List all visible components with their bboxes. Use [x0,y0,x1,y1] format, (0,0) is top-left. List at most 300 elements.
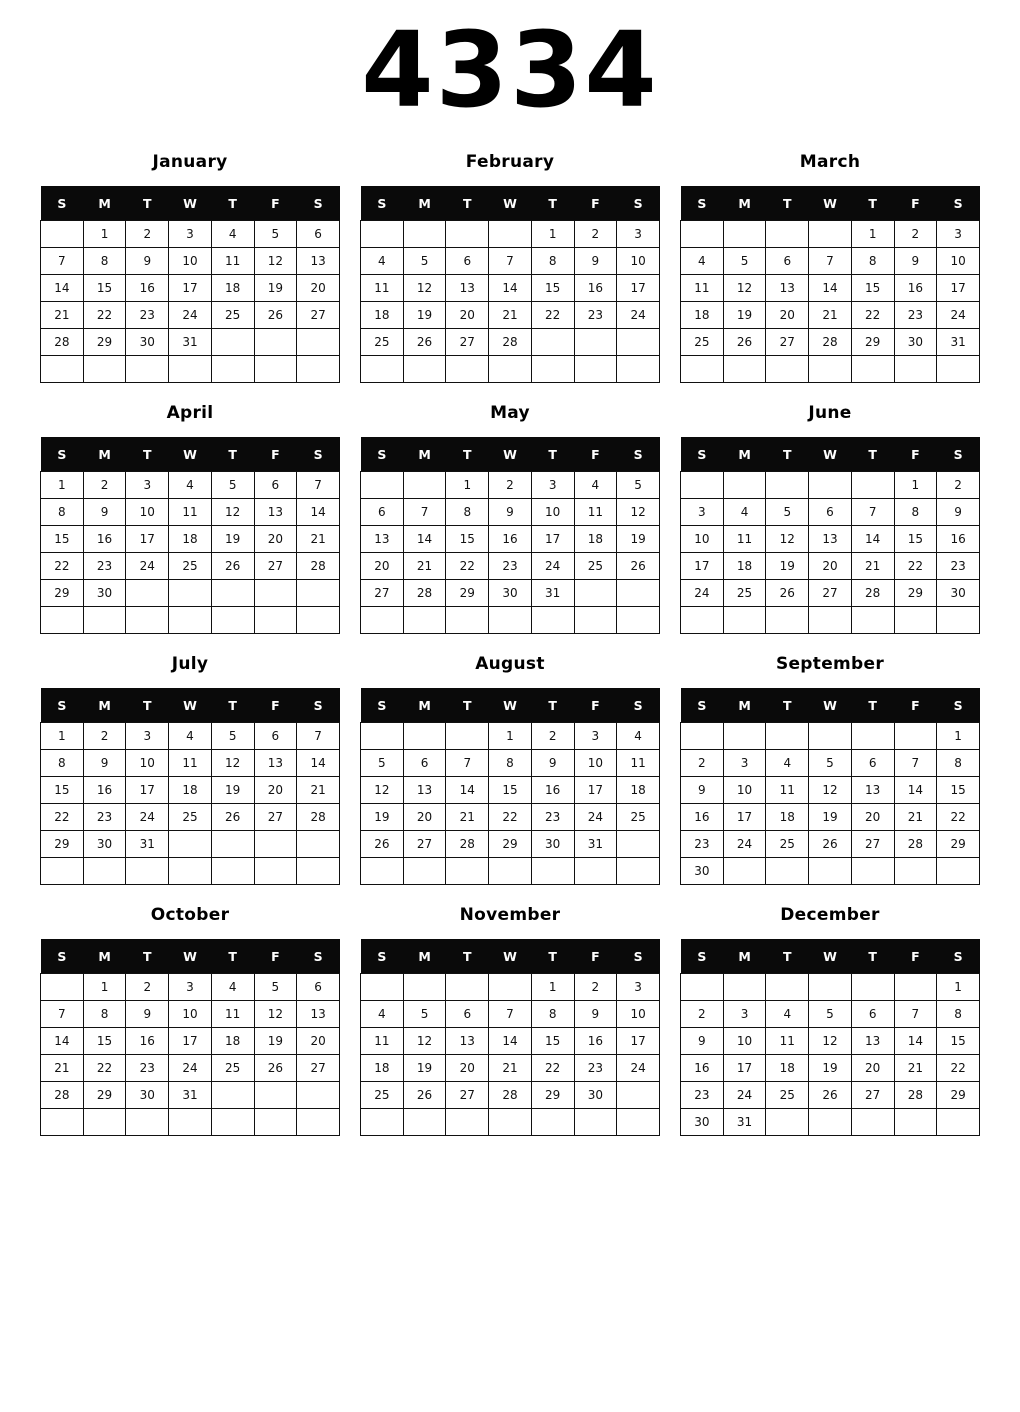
day-cell[interactable]: 9 [83,499,126,526]
day-cell[interactable]: 12 [617,499,660,526]
day-cell[interactable]: 17 [723,1055,766,1082]
day-cell[interactable]: 19 [211,526,254,553]
day-cell[interactable]: 28 [851,580,894,607]
day-cell[interactable]: 15 [937,1028,980,1055]
day-cell[interactable]: 15 [937,777,980,804]
day-cell[interactable]: 15 [83,275,126,302]
day-cell[interactable]: 17 [126,777,169,804]
day-cell[interactable]: 14 [297,750,340,777]
day-cell[interactable]: 1 [83,221,126,248]
day-cell[interactable]: 5 [254,221,297,248]
day-cell[interactable]: 14 [851,526,894,553]
day-cell[interactable]: 20 [446,1055,489,1082]
day-cell[interactable]: 21 [403,553,446,580]
day-cell[interactable]: 4 [766,750,809,777]
day-cell[interactable]: 1 [41,472,84,499]
day-cell[interactable]: 15 [531,275,574,302]
day-cell[interactable]: 7 [851,499,894,526]
day-cell[interactable]: 9 [126,1001,169,1028]
day-cell[interactable]: 18 [211,1028,254,1055]
day-cell[interactable]: 24 [617,302,660,329]
day-cell[interactable]: 30 [937,580,980,607]
day-cell[interactable]: 2 [83,723,126,750]
day-cell[interactable]: 18 [681,302,724,329]
day-cell[interactable]: 3 [617,221,660,248]
day-cell[interactable]: 25 [169,804,212,831]
day-cell[interactable]: 29 [83,329,126,356]
day-cell[interactable]: 18 [361,1055,404,1082]
day-cell[interactable]: 18 [211,275,254,302]
day-cell[interactable]: 6 [361,499,404,526]
day-cell[interactable]: 23 [531,804,574,831]
day-cell[interactable]: 17 [617,275,660,302]
day-cell[interactable]: 15 [446,526,489,553]
day-cell[interactable]: 12 [723,275,766,302]
day-cell[interactable]: 14 [894,777,937,804]
day-cell[interactable]: 27 [851,1082,894,1109]
day-cell[interactable]: 10 [169,248,212,275]
day-cell[interactable]: 9 [126,248,169,275]
day-cell[interactable]: 29 [83,1082,126,1109]
day-cell[interactable]: 16 [937,526,980,553]
day-cell[interactable]: 22 [41,553,84,580]
day-cell[interactable]: 26 [254,1055,297,1082]
day-cell[interactable]: 23 [681,831,724,858]
day-cell[interactable]: 10 [617,248,660,275]
day-cell[interactable]: 31 [169,329,212,356]
day-cell[interactable]: 26 [723,329,766,356]
day-cell[interactable]: 9 [574,248,617,275]
day-cell[interactable]: 26 [617,553,660,580]
day-cell[interactable]: 11 [681,275,724,302]
day-cell[interactable]: 13 [446,275,489,302]
day-cell[interactable]: 23 [489,553,532,580]
day-cell[interactable]: 6 [254,472,297,499]
day-cell[interactable]: 19 [254,275,297,302]
day-cell[interactable]: 12 [403,1028,446,1055]
day-cell[interactable]: 27 [403,831,446,858]
day-cell[interactable]: 20 [403,804,446,831]
day-cell[interactable]: 2 [489,472,532,499]
day-cell[interactable]: 20 [809,553,852,580]
day-cell[interactable]: 5 [809,750,852,777]
day-cell[interactable]: 11 [617,750,660,777]
day-cell[interactable]: 4 [361,1001,404,1028]
day-cell[interactable]: 7 [809,248,852,275]
day-cell[interactable]: 2 [126,221,169,248]
day-cell[interactable]: 8 [851,248,894,275]
day-cell[interactable]: 17 [723,804,766,831]
day-cell[interactable]: 27 [254,553,297,580]
day-cell[interactable]: 22 [937,1055,980,1082]
day-cell[interactable]: 10 [937,248,980,275]
day-cell[interactable]: 31 [169,1082,212,1109]
day-cell[interactable]: 19 [617,526,660,553]
day-cell[interactable]: 18 [766,1055,809,1082]
day-cell[interactable]: 1 [851,221,894,248]
day-cell[interactable]: 26 [809,831,852,858]
day-cell[interactable]: 10 [617,1001,660,1028]
day-cell[interactable]: 24 [723,831,766,858]
day-cell[interactable]: 10 [531,499,574,526]
day-cell[interactable]: 14 [446,777,489,804]
day-cell[interactable]: 20 [446,302,489,329]
day-cell[interactable]: 24 [126,553,169,580]
day-cell[interactable]: 19 [403,302,446,329]
day-cell[interactable]: 11 [211,248,254,275]
day-cell[interactable]: 8 [83,1001,126,1028]
day-cell[interactable]: 18 [617,777,660,804]
day-cell[interactable]: 28 [809,329,852,356]
day-cell[interactable]: 22 [41,804,84,831]
day-cell[interactable]: 13 [403,777,446,804]
day-cell[interactable]: 6 [446,1001,489,1028]
day-cell[interactable]: 17 [937,275,980,302]
day-cell[interactable]: 18 [169,777,212,804]
day-cell[interactable]: 9 [574,1001,617,1028]
day-cell[interactable]: 16 [126,275,169,302]
day-cell[interactable]: 28 [41,1082,84,1109]
day-cell[interactable]: 7 [297,723,340,750]
day-cell[interactable]: 26 [766,580,809,607]
day-cell[interactable]: 11 [723,526,766,553]
day-cell[interactable]: 13 [297,1001,340,1028]
day-cell[interactable]: 26 [809,1082,852,1109]
day-cell[interactable]: 25 [681,329,724,356]
day-cell[interactable]: 9 [681,1028,724,1055]
day-cell[interactable]: 25 [766,1082,809,1109]
day-cell[interactable]: 14 [297,499,340,526]
day-cell[interactable]: 21 [894,1055,937,1082]
day-cell[interactable]: 31 [937,329,980,356]
day-cell[interactable]: 1 [894,472,937,499]
day-cell[interactable]: 3 [681,499,724,526]
day-cell[interactable]: 2 [937,472,980,499]
day-cell[interactable]: 22 [489,804,532,831]
day-cell[interactable]: 13 [297,248,340,275]
day-cell[interactable]: 16 [83,526,126,553]
day-cell[interactable]: 24 [126,804,169,831]
day-cell[interactable]: 14 [403,526,446,553]
day-cell[interactable]: 4 [211,221,254,248]
day-cell[interactable]: 28 [297,553,340,580]
day-cell[interactable]: 22 [937,804,980,831]
day-cell[interactable]: 3 [723,1001,766,1028]
day-cell[interactable]: 15 [41,777,84,804]
day-cell[interactable]: 3 [169,221,212,248]
day-cell[interactable]: 18 [766,804,809,831]
day-cell[interactable]: 24 [617,1055,660,1082]
day-cell[interactable]: 1 [446,472,489,499]
day-cell[interactable]: 18 [723,553,766,580]
day-cell[interactable]: 1 [531,974,574,1001]
day-cell[interactable]: 26 [254,302,297,329]
day-cell[interactable]: 24 [169,302,212,329]
day-cell[interactable]: 3 [937,221,980,248]
day-cell[interactable]: 27 [766,329,809,356]
day-cell[interactable]: 17 [617,1028,660,1055]
day-cell[interactable]: 16 [126,1028,169,1055]
day-cell[interactable]: 25 [211,1055,254,1082]
day-cell[interactable]: 10 [126,750,169,777]
day-cell[interactable]: 24 [681,580,724,607]
day-cell[interactable]: 6 [766,248,809,275]
day-cell[interactable]: 26 [211,804,254,831]
day-cell[interactable]: 3 [531,472,574,499]
day-cell[interactable]: 10 [169,1001,212,1028]
day-cell[interactable]: 27 [297,302,340,329]
day-cell[interactable]: 30 [83,831,126,858]
day-cell[interactable]: 15 [894,526,937,553]
day-cell[interactable]: 15 [531,1028,574,1055]
day-cell[interactable]: 8 [41,750,84,777]
day-cell[interactable]: 15 [83,1028,126,1055]
day-cell[interactable]: 11 [169,750,212,777]
day-cell[interactable]: 22 [83,302,126,329]
day-cell[interactable]: 15 [41,526,84,553]
day-cell[interactable]: 10 [126,499,169,526]
day-cell[interactable]: 11 [361,275,404,302]
day-cell[interactable]: 24 [937,302,980,329]
day-cell[interactable]: 8 [489,750,532,777]
day-cell[interactable]: 29 [41,831,84,858]
day-cell[interactable]: 17 [574,777,617,804]
day-cell[interactable]: 22 [531,302,574,329]
day-cell[interactable]: 5 [617,472,660,499]
day-cell[interactable]: 18 [361,302,404,329]
day-cell[interactable]: 30 [83,580,126,607]
day-cell[interactable]: 11 [361,1028,404,1055]
day-cell[interactable]: 27 [446,329,489,356]
day-cell[interactable]: 23 [126,1055,169,1082]
day-cell[interactable]: 4 [169,472,212,499]
day-cell[interactable]: 29 [531,1082,574,1109]
day-cell[interactable]: 28 [297,804,340,831]
day-cell[interactable]: 30 [681,1109,724,1136]
day-cell[interactable]: 12 [254,248,297,275]
day-cell[interactable]: 28 [403,580,446,607]
day-cell[interactable]: 24 [723,1082,766,1109]
day-cell[interactable]: 3 [574,723,617,750]
day-cell[interactable]: 19 [723,302,766,329]
day-cell[interactable]: 27 [446,1082,489,1109]
day-cell[interactable]: 29 [851,329,894,356]
day-cell[interactable]: 21 [489,302,532,329]
day-cell[interactable]: 5 [403,248,446,275]
day-cell[interactable]: 9 [937,499,980,526]
day-cell[interactable]: 11 [766,1028,809,1055]
day-cell[interactable]: 14 [41,1028,84,1055]
day-cell[interactable]: 6 [851,1001,894,1028]
day-cell[interactable]: 4 [361,248,404,275]
day-cell[interactable]: 6 [297,221,340,248]
day-cell[interactable]: 4 [211,974,254,1001]
day-cell[interactable]: 6 [809,499,852,526]
day-cell[interactable]: 8 [894,499,937,526]
day-cell[interactable]: 29 [937,831,980,858]
day-cell[interactable]: 7 [489,248,532,275]
day-cell[interactable]: 31 [126,831,169,858]
day-cell[interactable]: 10 [681,526,724,553]
day-cell[interactable]: 28 [894,831,937,858]
day-cell[interactable]: 21 [489,1055,532,1082]
day-cell[interactable]: 20 [297,1028,340,1055]
day-cell[interactable]: 7 [41,248,84,275]
day-cell[interactable]: 20 [254,526,297,553]
day-cell[interactable]: 21 [446,804,489,831]
day-cell[interactable]: 5 [361,750,404,777]
day-cell[interactable]: 6 [297,974,340,1001]
day-cell[interactable]: 3 [169,974,212,1001]
day-cell[interactable]: 25 [766,831,809,858]
day-cell[interactable]: 30 [894,329,937,356]
day-cell[interactable]: 24 [169,1055,212,1082]
day-cell[interactable]: 9 [489,499,532,526]
day-cell[interactable]: 29 [446,580,489,607]
day-cell[interactable]: 31 [574,831,617,858]
day-cell[interactable]: 7 [403,499,446,526]
day-cell[interactable]: 19 [211,777,254,804]
day-cell[interactable]: 21 [297,526,340,553]
day-cell[interactable]: 22 [531,1055,574,1082]
day-cell[interactable]: 27 [851,831,894,858]
day-cell[interactable]: 14 [489,1028,532,1055]
day-cell[interactable]: 19 [809,1055,852,1082]
day-cell[interactable]: 3 [617,974,660,1001]
day-cell[interactable]: 26 [211,553,254,580]
day-cell[interactable]: 8 [41,499,84,526]
day-cell[interactable]: 30 [126,329,169,356]
day-cell[interactable]: 20 [766,302,809,329]
day-cell[interactable]: 2 [894,221,937,248]
day-cell[interactable]: 28 [489,1082,532,1109]
day-cell[interactable]: 21 [41,1055,84,1082]
day-cell[interactable]: 28 [894,1082,937,1109]
day-cell[interactable]: 6 [851,750,894,777]
day-cell[interactable]: 17 [169,1028,212,1055]
day-cell[interactable]: 20 [851,1055,894,1082]
day-cell[interactable]: 8 [531,1001,574,1028]
day-cell[interactable]: 4 [169,723,212,750]
day-cell[interactable]: 25 [574,553,617,580]
day-cell[interactable]: 5 [403,1001,446,1028]
day-cell[interactable]: 9 [894,248,937,275]
day-cell[interactable]: 6 [403,750,446,777]
day-cell[interactable]: 16 [894,275,937,302]
day-cell[interactable]: 17 [681,553,724,580]
day-cell[interactable]: 16 [531,777,574,804]
day-cell[interactable]: 16 [574,1028,617,1055]
day-cell[interactable]: 19 [254,1028,297,1055]
day-cell[interactable]: 11 [574,499,617,526]
day-cell[interactable]: 7 [446,750,489,777]
day-cell[interactable]: 1 [937,974,980,1001]
day-cell[interactable]: 17 [531,526,574,553]
day-cell[interactable]: 14 [894,1028,937,1055]
day-cell[interactable]: 13 [809,526,852,553]
day-cell[interactable]: 11 [169,499,212,526]
day-cell[interactable]: 29 [894,580,937,607]
day-cell[interactable]: 8 [531,248,574,275]
day-cell[interactable]: 3 [723,750,766,777]
day-cell[interactable]: 6 [254,723,297,750]
day-cell[interactable]: 1 [937,723,980,750]
day-cell[interactable]: 19 [403,1055,446,1082]
day-cell[interactable]: 1 [489,723,532,750]
day-cell[interactable]: 5 [254,974,297,1001]
day-cell[interactable]: 16 [489,526,532,553]
day-cell[interactable]: 30 [126,1082,169,1109]
day-cell[interactable]: 18 [574,526,617,553]
day-cell[interactable]: 12 [211,499,254,526]
day-cell[interactable]: 27 [361,580,404,607]
day-cell[interactable]: 25 [211,302,254,329]
day-cell[interactable]: 31 [531,580,574,607]
day-cell[interactable]: 17 [126,526,169,553]
day-cell[interactable]: 7 [894,1001,937,1028]
day-cell[interactable]: 25 [617,804,660,831]
day-cell[interactable]: 8 [937,1001,980,1028]
day-cell[interactable]: 14 [809,275,852,302]
day-cell[interactable]: 13 [851,777,894,804]
day-cell[interactable]: 20 [851,804,894,831]
day-cell[interactable]: 14 [41,275,84,302]
day-cell[interactable]: 8 [446,499,489,526]
day-cell[interactable]: 13 [361,526,404,553]
day-cell[interactable]: 5 [766,499,809,526]
day-cell[interactable]: 16 [83,777,126,804]
day-cell[interactable]: 7 [41,1001,84,1028]
day-cell[interactable]: 16 [574,275,617,302]
day-cell[interactable]: 14 [489,275,532,302]
day-cell[interactable]: 20 [254,777,297,804]
day-cell[interactable]: 27 [254,804,297,831]
day-cell[interactable]: 12 [254,1001,297,1028]
day-cell[interactable]: 23 [574,302,617,329]
day-cell[interactable]: 27 [809,580,852,607]
day-cell[interactable]: 7 [297,472,340,499]
day-cell[interactable]: 25 [361,329,404,356]
day-cell[interactable]: 16 [681,1055,724,1082]
day-cell[interactable]: 9 [531,750,574,777]
day-cell[interactable]: 4 [766,1001,809,1028]
day-cell[interactable]: 21 [809,302,852,329]
day-cell[interactable]: 26 [403,329,446,356]
day-cell[interactable]: 12 [809,777,852,804]
day-cell[interactable]: 11 [766,777,809,804]
day-cell[interactable]: 11 [211,1001,254,1028]
day-cell[interactable]: 9 [83,750,126,777]
day-cell[interactable]: 23 [937,553,980,580]
day-cell[interactable]: 4 [723,499,766,526]
day-cell[interactable]: 13 [254,750,297,777]
day-cell[interactable]: 1 [531,221,574,248]
day-cell[interactable]: 6 [446,248,489,275]
day-cell[interactable]: 30 [489,580,532,607]
day-cell[interactable]: 12 [211,750,254,777]
day-cell[interactable]: 30 [531,831,574,858]
day-cell[interactable]: 30 [681,858,724,885]
day-cell[interactable]: 21 [41,302,84,329]
day-cell[interactable]: 20 [297,275,340,302]
day-cell[interactable]: 15 [489,777,532,804]
day-cell[interactable]: 22 [894,553,937,580]
day-cell[interactable]: 19 [809,804,852,831]
day-cell[interactable]: 2 [681,750,724,777]
day-cell[interactable]: 24 [574,804,617,831]
day-cell[interactable]: 22 [446,553,489,580]
day-cell[interactable]: 13 [254,499,297,526]
